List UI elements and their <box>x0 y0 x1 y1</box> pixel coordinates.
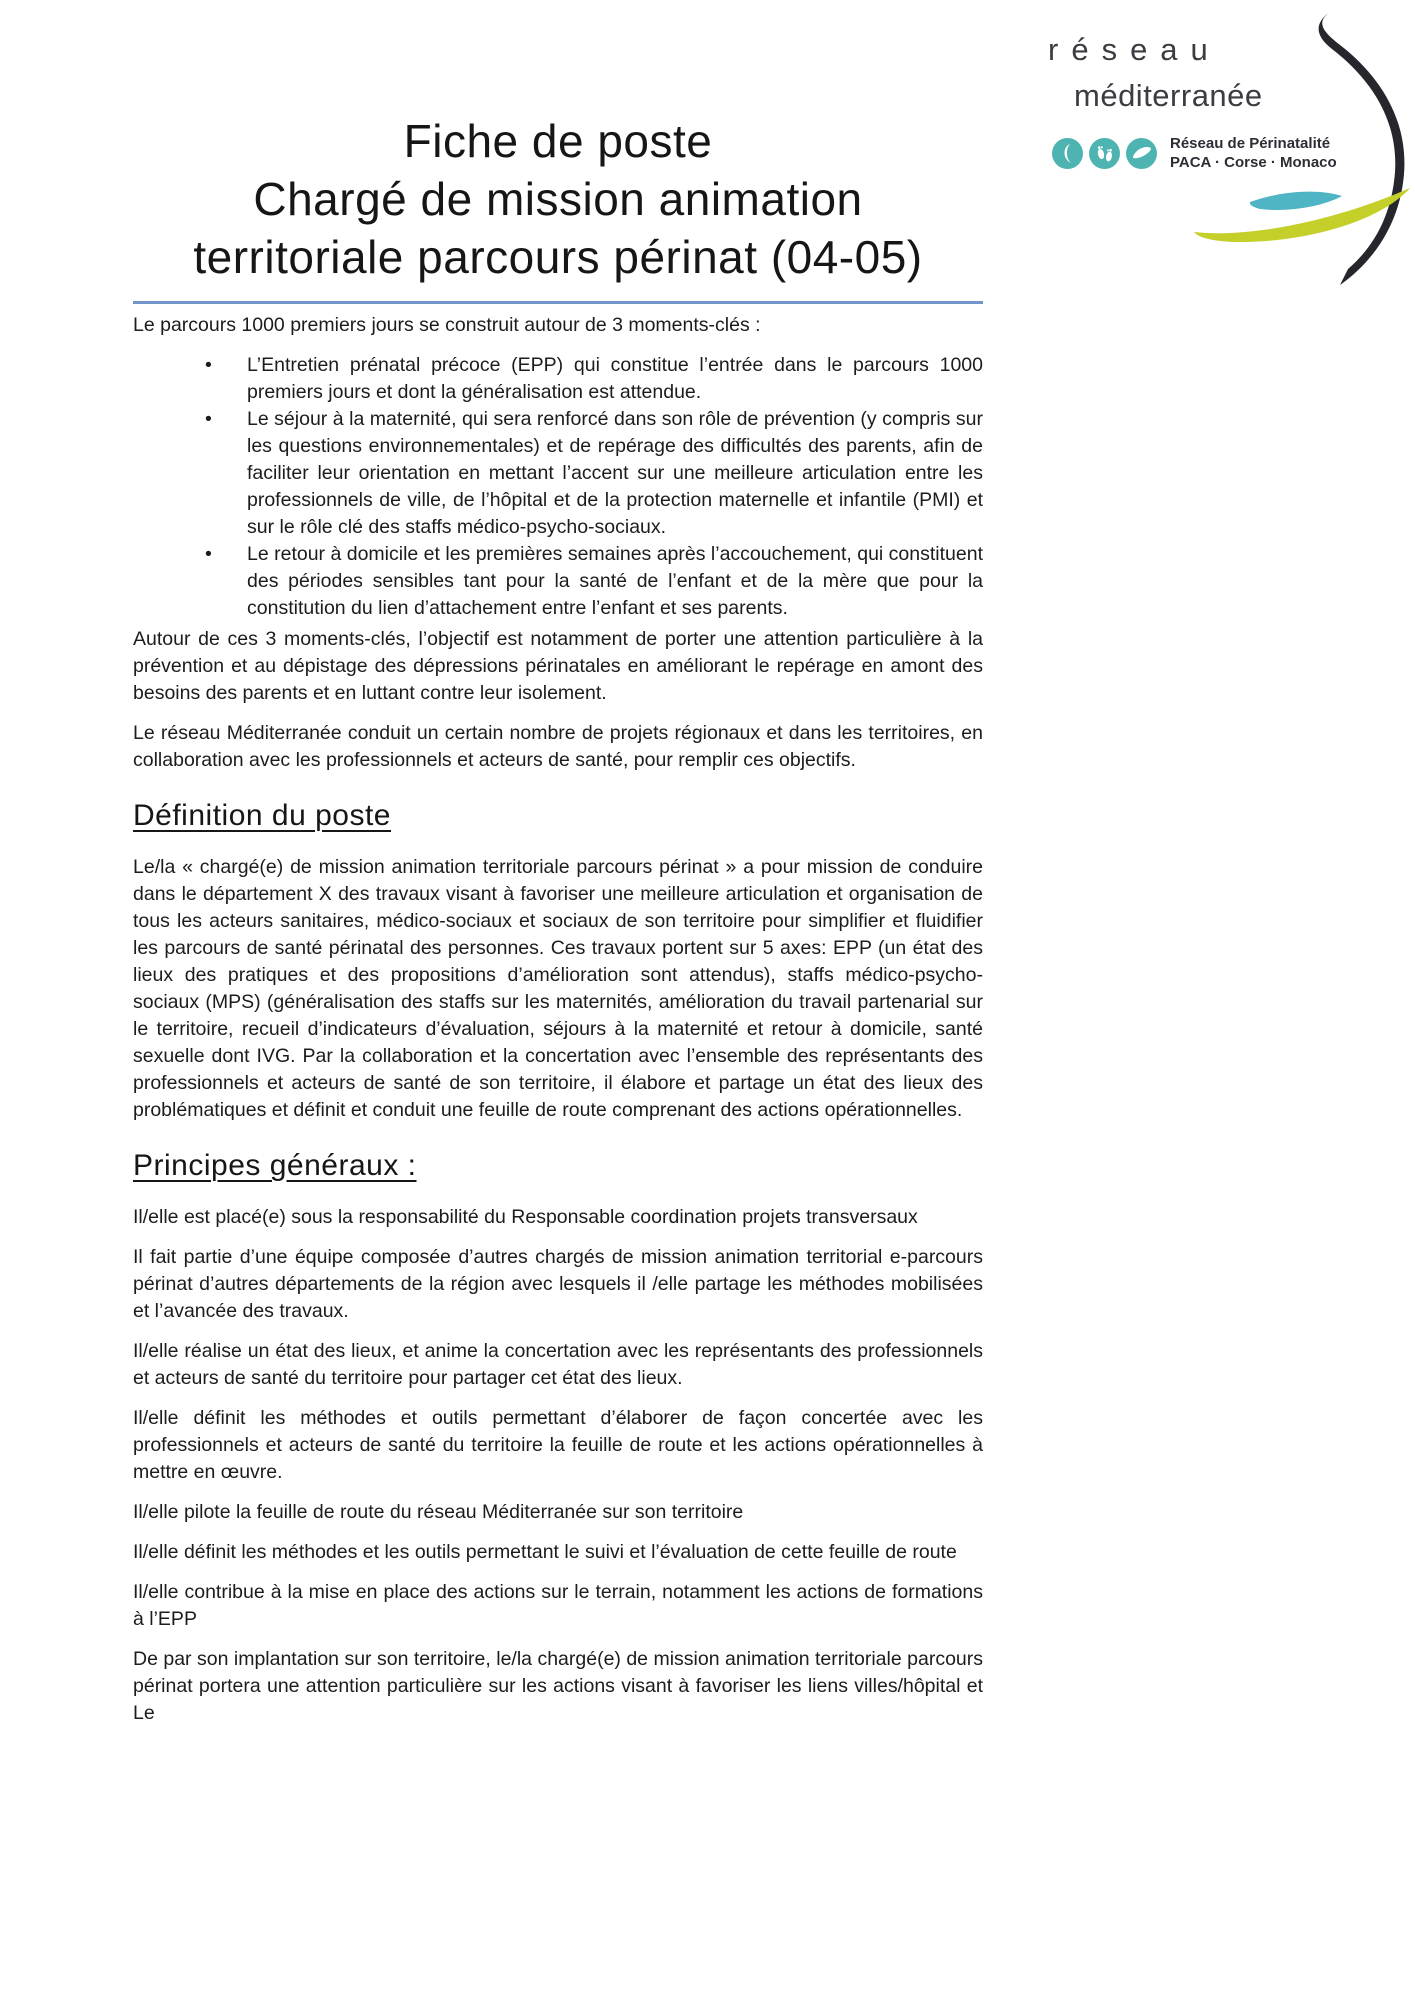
title-divider <box>133 301 983 304</box>
section-heading-definition: Définition du poste <box>133 799 391 832</box>
principes-paragraph: Il fait partie d’une équipe composée d’autres chargés de mission animation territorial e-parcours périnat d’autres départements de la région avec lesquels il /elle partage les méthodes mobilisées et l’avancée des travaux. <box>133 1246 983 1322</box>
principes-paragraph: Il/elle est placé(e) sous la responsabilité du Responsable coordination projets transversaux <box>133 1206 918 1228</box>
intro-lead: Le parcours 1000 premiers jours se construit autour de 3 moments-clés : <box>133 314 761 336</box>
leaf-swoosh-icon <box>1192 180 1415 246</box>
principes-paragraph: Il/elle réalise un état des lieux, et anime la concertation avec les représentants des professionnels et acteurs de santé du territoire pour partager cet état des lieux. <box>133 1340 983 1389</box>
logo-regions: PACA · Corse · Monaco <box>1170 154 1337 171</box>
list-item: • Le séjour à la maternité, qui sera renforcé dans son rôle de prévention (y compris sur les questions environnementales) et de repérage des difficultés des parents, afin de faciliter leur orientation en mettant l’accent sur une meilleure articulation entre les professionnels de ville, de l’hôpital et de la protection maternelle et infantile (PMI) et sur le rôle clé des staffs médico-psycho-sociaux. <box>247 406 983 541</box>
logo-subtitle: Réseau de Périnatalité <box>1170 135 1331 152</box>
paragraph-objectif: Autour de ces 3 moments-clés, l’objectif est notamment de porter une attention particulière à la prévention et au dépistage des dépressions périnatales en améliorant le repérage en amont des besoins des parents et en luttant contre leur isolement. <box>133 628 983 704</box>
list-item: • Le retour à domicile et les premières semaines après l’accouchement, qui constituent des périodes sensibles tant pour la santé de l’enfant et de la mère que pour la constitution du lien d’attachement entre l’enfant et ses parents. <box>247 541 983 622</box>
principes-paragraph: De par son implantation sur son territoire, le/la chargé(e) de mission animation territoriale parcours périnat portera une attention particulière sur les actions visant à favoriser les liens villes/hôpital et Le <box>133 1648 983 1724</box>
baby-footprints-icon <box>1089 138 1120 169</box>
newborn-hand-icon <box>1126 138 1157 169</box>
pregnant-belly-icon <box>1052 138 1083 169</box>
list-item: • L’Entretien prénatal précoce (EPP) qui constitue l’entrée dans le parcours 1000 premiers jours et dont la généralisation est attendue. <box>247 352 983 406</box>
principes-paragraph: Il/elle définit les méthodes et outils permettant d’élaborer de façon concertée avec les professionnels et acteurs de santé du territoire la feuille de route et les actions opérationnelles à mettre en œuvre. <box>133 1407 983 1483</box>
logo-brand-line1: réseau <box>1048 32 1221 67</box>
page-title <box>133 112 983 286</box>
section-heading-principes: Principes généraux : <box>133 1149 417 1182</box>
logo-brand-line2: méditerranée <box>1074 78 1263 113</box>
logo-badges <box>1052 138 1157 169</box>
principes-paragraph: Il/elle pilote la feuille de route du réseau Méditerranée sur son territoire <box>133 1501 744 1523</box>
title-line-3: territoriale parcours périnat (04-05) <box>193 231 923 283</box>
title-line-1: Fiche de poste <box>403 115 713 167</box>
paragraph-reseau: Le réseau Méditerranée conduit un certain nombre de projets régionaux et dans les territoires, en collaboration avec les professionnels et acteurs de santé, pour remplir ces objectifs. <box>133 722 983 771</box>
moments-cles-list <box>133 352 983 622</box>
principes-paragraph: Il/elle contribue à la mise en place des actions sur le terrain, notamment les actions de formations à l’EPP <box>133 1581 983 1630</box>
document-content <box>133 0 983 1740</box>
title-line-2: Chargé de mission animation <box>253 173 863 225</box>
definition-body: Le/la « chargé(e) de mission animation territoriale parcours périnat » a pour mission de conduire dans le département X des travaux visant à favoriser une meilleure articulation et organisation de tous les acteurs sanitaires, médico-sociaux et sociaux de son territoire pour simplifier et fluidifier les parcours de santé périnatal des personnes. Ces travaux portent sur 5 axes: EPP (un état des lieux des pratiques et des propositions d’amélioration sont attendus), staffs médico-psycho-sociaux (MPS) (généralisation des staffs sur les maternités, amélioration du travail partenarial sur le territoire, recueil d’indicateurs d’évaluation, séjours à la maternité et retour à domicile, santé sexuelle dont IVG. Par la collaboration et la concertation avec l’ensemble des représentants des professionnels et acteurs de santé de son territoire, il élabore et partage un état des lieux des problématiques et définit et conduit une feuille de route comprenant des actions opérationnelles. <box>133 856 983 1121</box>
principes-paragraph: Il/elle définit les méthodes et les outils permettant le suivi et l’évaluation de cette feuille de route <box>133 1541 957 1563</box>
